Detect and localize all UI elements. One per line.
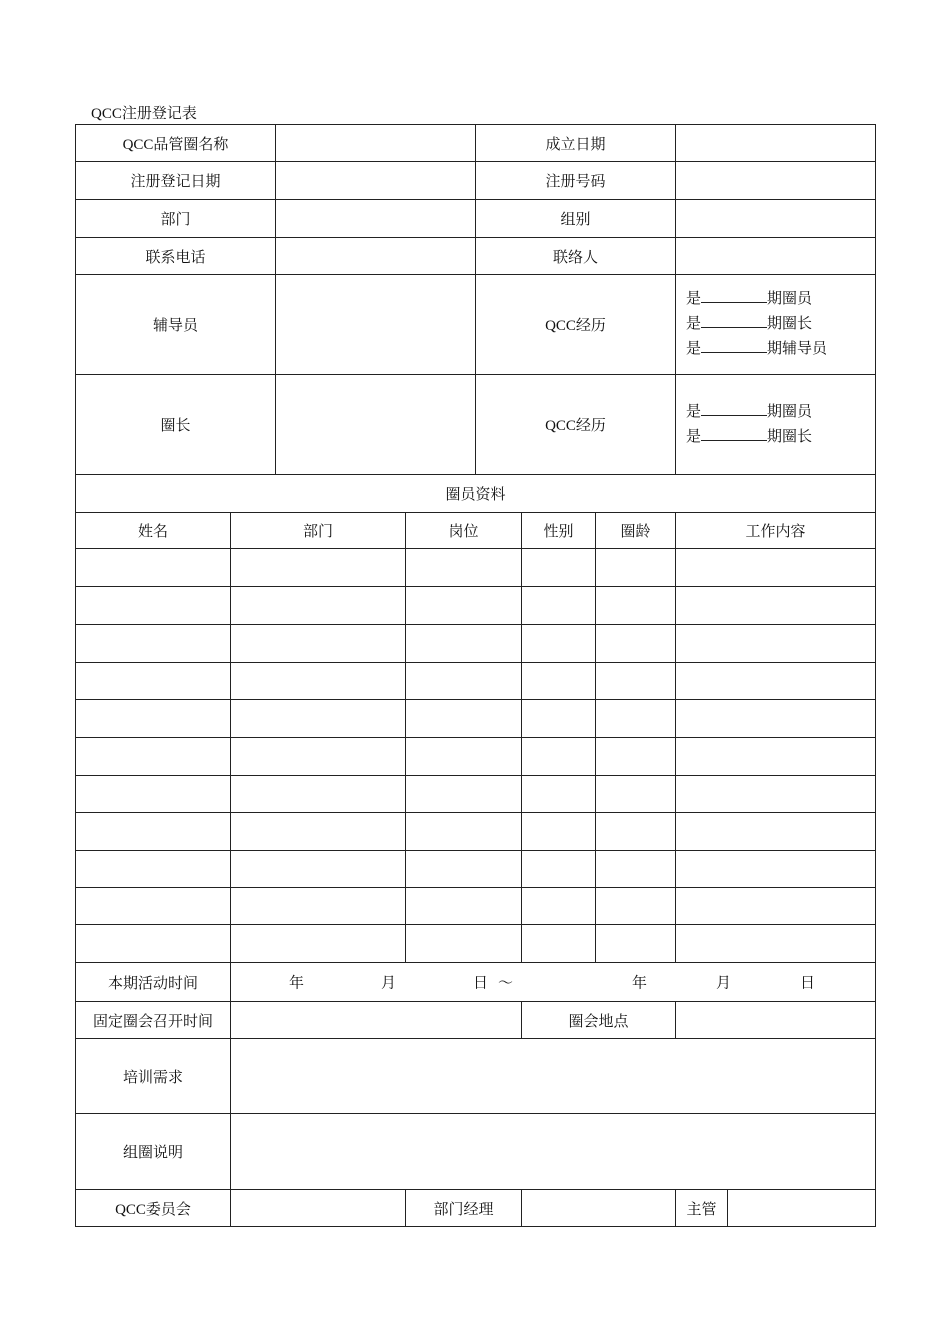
member-gender-cell[interactable] xyxy=(522,925,596,963)
member-circle-age-cell[interactable] xyxy=(596,700,676,738)
member-circle-age-cell[interactable] xyxy=(596,925,676,963)
member-rows xyxy=(76,549,876,963)
member-name-cell[interactable] xyxy=(76,738,231,776)
label-instructor: 辅导员 xyxy=(76,275,276,375)
value-phone[interactable] xyxy=(276,238,476,275)
member-dept-cell[interactable] xyxy=(231,738,406,776)
member-position-cell[interactable] xyxy=(406,625,522,663)
member-dept-cell[interactable] xyxy=(231,851,406,888)
member-work-cell[interactable] xyxy=(676,738,876,776)
member-position-cell[interactable] xyxy=(406,700,522,738)
member-work-cell[interactable] xyxy=(676,549,876,587)
member-dept-cell[interactable] xyxy=(231,700,406,738)
member-circle-age-cell[interactable] xyxy=(596,549,676,587)
exp-line: 是 期圈长 xyxy=(686,425,875,450)
member-dept-cell[interactable] xyxy=(231,625,406,663)
date-month-end: 月 xyxy=(716,975,732,992)
activity-time-value[interactable] xyxy=(231,963,876,1002)
member-dept-cell[interactable] xyxy=(231,663,406,700)
col-header-gender: 性别 xyxy=(522,513,596,549)
value-leader[interactable] xyxy=(276,375,476,475)
member-circle-age-cell[interactable] xyxy=(596,587,676,625)
member-gender-cell[interactable] xyxy=(522,738,596,776)
member-circle-age-cell[interactable] xyxy=(596,738,676,776)
member-name-cell[interactable] xyxy=(76,663,231,700)
label-phone: 联系电话 xyxy=(76,238,276,275)
member-row xyxy=(76,549,876,587)
label-circle-name: QCC品管圈名称 xyxy=(76,125,276,162)
value-reg-no[interactable] xyxy=(676,162,876,200)
member-name-cell[interactable] xyxy=(76,813,231,851)
date-day-start: 日 xyxy=(473,975,489,992)
member-circle-age-cell[interactable] xyxy=(596,813,676,851)
value-group[interactable] xyxy=(676,200,876,238)
value-founded-date[interactable] xyxy=(676,125,876,162)
date-tilde: ～ xyxy=(498,975,514,992)
label-reg-no: 注册号码 xyxy=(476,162,676,200)
exp-blank[interactable] xyxy=(701,338,767,353)
label-meeting-time: 固定圈会召开时间 xyxy=(76,1002,231,1039)
member-dept-cell[interactable] xyxy=(231,776,406,813)
label-reg-date: 注册登记日期 xyxy=(76,162,276,200)
member-position-cell[interactable] xyxy=(406,851,522,888)
exp-blank[interactable] xyxy=(701,426,767,441)
member-position-cell[interactable] xyxy=(406,663,522,700)
col-header-work: 工作内容 xyxy=(676,513,876,549)
label-dept-manager: 部门经理 xyxy=(406,1190,522,1227)
member-row xyxy=(76,925,876,963)
label-supervisor: 主管 xyxy=(676,1190,728,1227)
label-founded-date: 成立日期 xyxy=(476,125,676,162)
member-name-cell[interactable] xyxy=(76,851,231,888)
member-circle-age-cell[interactable] xyxy=(596,851,676,888)
member-position-cell[interactable] xyxy=(406,888,522,925)
member-work-cell[interactable] xyxy=(676,587,876,625)
label-instructor-qcc-exp: QCC经历 xyxy=(476,275,676,375)
member-dept-cell[interactable] xyxy=(231,925,406,963)
member-position-cell[interactable] xyxy=(406,813,522,851)
value-supervisor[interactable] xyxy=(728,1190,876,1227)
col-header-circle-age: 圈龄 xyxy=(596,513,676,549)
member-gender-cell[interactable] xyxy=(522,549,596,587)
member-work-cell[interactable] xyxy=(676,625,876,663)
date-month-start: 月 xyxy=(381,975,397,992)
member-row xyxy=(76,738,876,776)
leader-exp xyxy=(676,375,876,475)
member-dept-cell[interactable] xyxy=(231,813,406,851)
member-gender-cell[interactable] xyxy=(522,700,596,738)
member-work-cell[interactable] xyxy=(676,776,876,813)
value-dept-manager[interactable] xyxy=(522,1190,676,1227)
col-header-dept: 部门 xyxy=(231,513,406,549)
label-dept: 部门 xyxy=(76,200,276,238)
member-gender-cell[interactable] xyxy=(522,663,596,700)
exp-line: 是 期圈员 xyxy=(686,400,875,425)
value-committee[interactable] xyxy=(231,1190,406,1227)
member-name-cell[interactable] xyxy=(76,587,231,625)
member-name-cell[interactable] xyxy=(76,625,231,663)
value-training[interactable] xyxy=(231,1039,876,1114)
member-gender-cell[interactable] xyxy=(522,813,596,851)
label-leader: 圈长 xyxy=(76,375,276,475)
value-circle-name[interactable] xyxy=(276,125,476,162)
instructor-exp xyxy=(676,275,876,375)
exp-blank[interactable] xyxy=(701,288,767,303)
member-row xyxy=(76,776,876,813)
date-year-end: 年 xyxy=(632,975,648,992)
member-name-cell[interactable] xyxy=(76,888,231,925)
form-title: QCC注册登记表 xyxy=(91,106,197,122)
member-circle-age-cell[interactable] xyxy=(596,663,676,700)
member-work-cell[interactable] xyxy=(676,888,876,925)
member-work-cell[interactable] xyxy=(676,700,876,738)
member-row xyxy=(76,813,876,851)
date-day-end: 日 xyxy=(800,975,816,992)
value-instructor[interactable] xyxy=(276,275,476,375)
member-row xyxy=(76,851,876,888)
exp-line: 是 期圈长 xyxy=(686,312,875,337)
member-position-cell[interactable] xyxy=(406,776,522,813)
label-activity-time: 本期活动时间 xyxy=(76,963,231,1002)
member-row xyxy=(76,663,876,700)
member-dept-cell[interactable] xyxy=(231,549,406,587)
member-position-cell[interactable] xyxy=(406,738,522,776)
member-position-cell[interactable] xyxy=(406,587,522,625)
value-meeting-place[interactable] xyxy=(676,1002,876,1039)
member-name-cell[interactable] xyxy=(76,549,231,587)
date-year-start: 年 xyxy=(289,975,305,992)
exp-line: 是 期辅导员 xyxy=(686,337,875,362)
member-name-cell[interactable] xyxy=(76,700,231,738)
label-committee: QCC委员会 xyxy=(76,1190,231,1227)
label-description: 组圈说明 xyxy=(76,1114,231,1190)
col-header-name: 姓名 xyxy=(76,513,231,549)
exp-blank[interactable] xyxy=(701,313,767,328)
member-row xyxy=(76,888,876,925)
member-gender-cell[interactable] xyxy=(522,625,596,663)
member-position-cell[interactable] xyxy=(406,925,522,963)
member-name-cell[interactable] xyxy=(76,925,231,963)
qcc-registration-form xyxy=(75,124,876,1227)
member-row xyxy=(76,625,876,663)
member-circle-age-cell[interactable] xyxy=(596,776,676,813)
value-dept[interactable] xyxy=(276,200,476,238)
label-meeting-place: 圈会地点 xyxy=(522,1002,676,1039)
member-name-cell[interactable] xyxy=(76,776,231,813)
label-training: 培训需求 xyxy=(76,1039,231,1114)
member-circle-age-cell[interactable] xyxy=(596,625,676,663)
value-description[interactable] xyxy=(231,1114,876,1190)
member-dept-cell[interactable] xyxy=(231,888,406,925)
exp-line: 是 期圈员 xyxy=(686,287,875,312)
member-gender-cell[interactable] xyxy=(522,888,596,925)
value-contact[interactable] xyxy=(676,238,876,275)
member-work-cell[interactable] xyxy=(676,663,876,700)
label-leader-qcc-exp: QCC经历 xyxy=(476,375,676,475)
value-reg-date[interactable] xyxy=(276,162,476,200)
label-contact: 联络人 xyxy=(476,238,676,275)
label-group: 组别 xyxy=(476,200,676,238)
member-work-cell[interactable] xyxy=(676,851,876,888)
member-gender-cell[interactable] xyxy=(522,851,596,888)
col-header-position: 岗位 xyxy=(406,513,522,549)
member-row xyxy=(76,700,876,738)
exp-blank[interactable] xyxy=(701,401,767,416)
member-work-cell[interactable] xyxy=(676,813,876,851)
member-work-cell[interactable] xyxy=(676,925,876,963)
member-dept-cell[interactable] xyxy=(231,587,406,625)
value-meeting-time[interactable] xyxy=(231,1002,522,1039)
members-section-header: 圈员资料 xyxy=(76,475,876,513)
member-circle-age-cell[interactable] xyxy=(596,888,676,925)
member-gender-cell[interactable] xyxy=(522,776,596,813)
member-gender-cell[interactable] xyxy=(522,587,596,625)
member-position-cell[interactable] xyxy=(406,549,522,587)
member-row xyxy=(76,587,876,625)
